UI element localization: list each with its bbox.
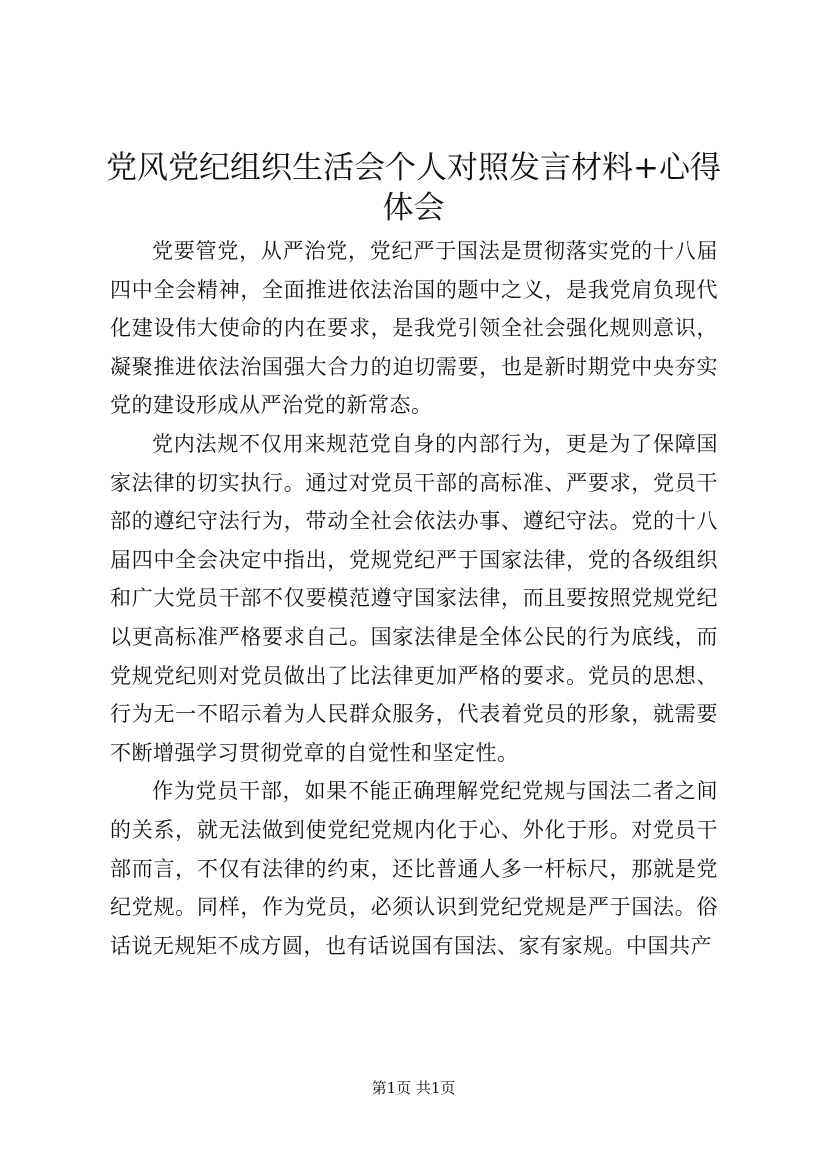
paragraph-2: 党内法规不仅用来规范党自身的内部行为，更是为了保障国家法律的切实执行。通过对党员干部的高标准、严要求，党员干部的遵纪守法行为，带动全社会依法办事、遵纪守法。党的十八届四中全会决定中指出，党规党纪严于国家法律，党的各级组织和广大党员干部不仅要模范遵守国家法律，而且要按照党规党纪以更高标准严格要求自己。国家法律是全体公民的行为底线，而党规党纪则对党员做出了比法律更加严格的要求。党员的思想、行为无一不昭示着为人民群众服务，代表着党员的形象，就需要不断增强学习贯彻党章的自觉性和坚定性。 (110, 431, 718, 765)
paragraph-3: 作为党员干部，如果不能正确理解党纪党规与国法二者之间的关系，就无法做到使党纪党规内化于心、外化于形。对党员干部而言，不仅有法律的约束，还比普通人多一杆标尺，那就是党纪党规。同样，作为党员，必须认识到党纪党规是严于国法。俗话说无规矩不成方圆，也有话说国有国法、家有家规。中国共产 (110, 779, 718, 958)
page-number-footer: 第1页 共1页 (371, 1079, 456, 1097)
document-body (110, 232, 718, 965)
paragraph-1: 党要管党，从严治党，党纪严于国法是贯彻落实党的十八届四中全会精神，全面推进依法治国的题中之义，是我党肩负现代化建设伟大使命的内在要求，是我党引领全社会强化规则意识，凝聚推进依法治国强大合力的迫切需要，也是新时期党中央夯实党的建设形成从严治党的新常态。 (110, 239, 718, 418)
document-title: 党风党纪组织生活会个人对照发言材料+心得体会 (106, 150, 721, 226)
